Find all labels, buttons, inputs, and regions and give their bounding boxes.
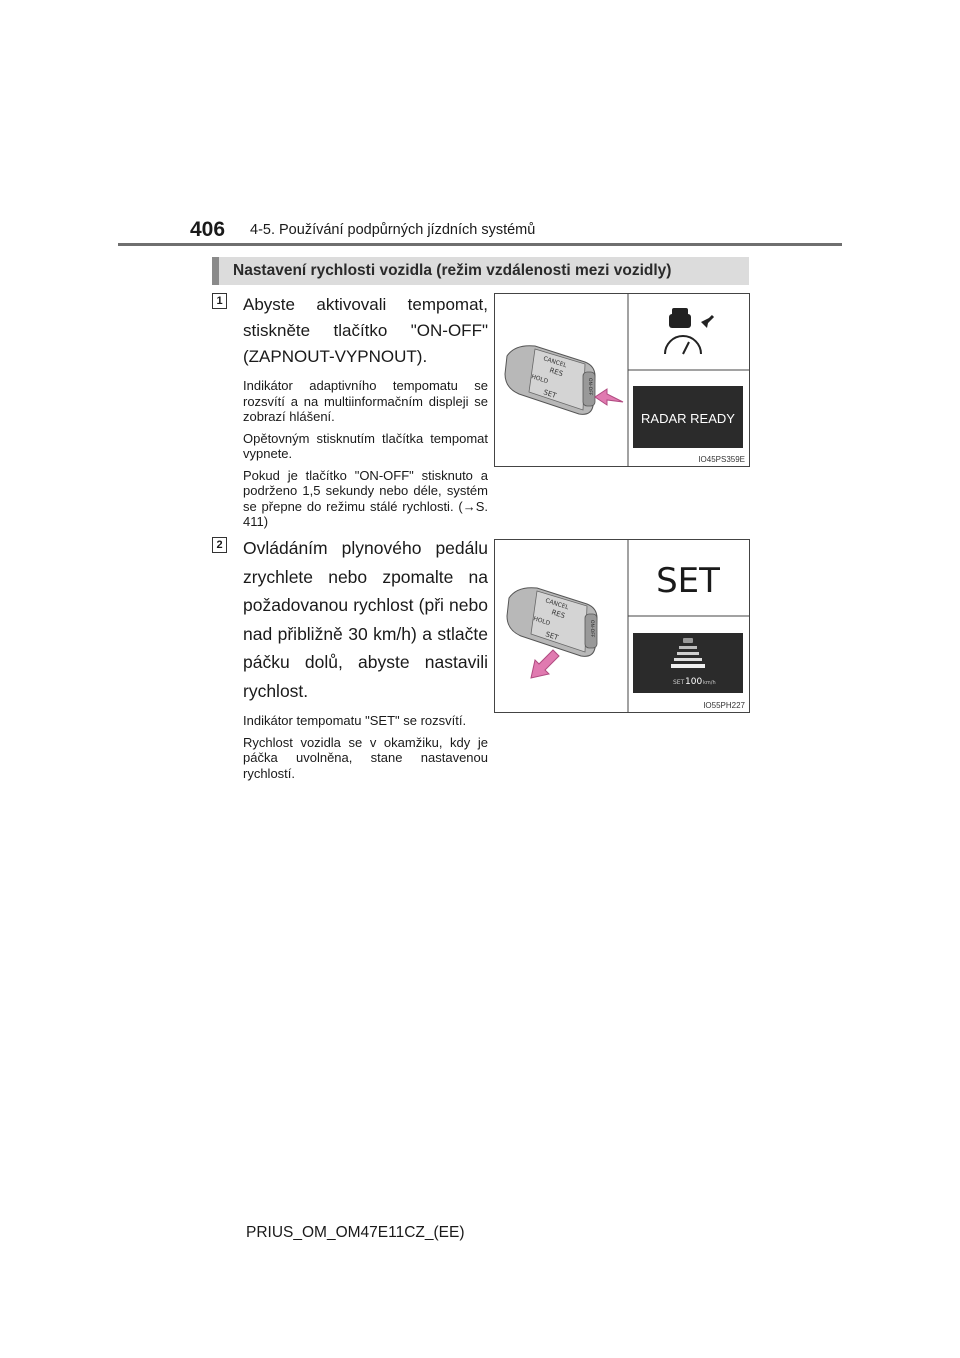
step-2-figure bbox=[494, 539, 750, 713]
lever-label-on-off: ON-OFF bbox=[587, 378, 592, 396]
set-indicator: SET bbox=[656, 561, 720, 601]
cruise-lever bbox=[507, 588, 597, 657]
step-1-note-3: Pokud je tlačítko "ON-OFF" stisknuto a podrženo 1,5 sekundy nebo déle, systém se přepne do režimu stálé rychlosti. (→S. 411) bbox=[243, 467, 488, 529]
lever-label-res: RES bbox=[548, 366, 564, 379]
page-number: 406 bbox=[190, 218, 226, 241]
lever-label-set: SET bbox=[544, 630, 560, 642]
step-1-instruction: Abyste aktivovali tempomat, stiskněte tlačítko "ON-OFF" (ZAPNOUT-VYPNOUT). bbox=[243, 295, 488, 366]
lever-label-res: RES bbox=[550, 608, 566, 621]
step-2-note-2: Rychlost vozidla se v okamžiku, kdy je páčka uvolněna, stane nastavenou rychlostí. bbox=[243, 734, 488, 781]
radar-cruise-indicator-icon bbox=[665, 308, 713, 354]
lever-on-off-illustration bbox=[495, 294, 749, 466]
section-heading: Nastavení rychlosti vozidla (režim vzdálenosti mezi vozidly) bbox=[212, 257, 749, 285]
step-2-badge: 2 bbox=[212, 537, 227, 553]
step-2-text bbox=[243, 534, 488, 787]
lever-label-on-off: ON-OFF bbox=[589, 620, 594, 638]
push-down-arrow-icon bbox=[531, 650, 559, 678]
set-speed-label: SET bbox=[673, 679, 685, 686]
step-1-text bbox=[243, 292, 488, 536]
step-1-note-2: Opětovným stisknutím tlačítka tempomat vypnete. bbox=[243, 430, 488, 461]
lever-set-illustration bbox=[495, 540, 749, 712]
lever-label-cancel: CANCEL bbox=[542, 355, 568, 370]
set-speed-value: 100 bbox=[685, 677, 703, 687]
press-arrow-icon bbox=[595, 389, 623, 405]
figure-code-1: IO45PS359E bbox=[698, 455, 745, 464]
step-2-note-1: Indikátor tempomatu "SET" se rozsvítí. bbox=[243, 713, 467, 728]
document-footer: PRIUS_OM_OM47E11CZ_(EE) bbox=[246, 1224, 465, 1241]
step-2-instruction: Ovládáním plynového pedálu zrychlete nebo zpomalte na požadovanou rychlost (při nebo nad přibližně 30 km/h) a stlačte páčku dolů, abyste nastavili rychlost. bbox=[243, 538, 488, 701]
step-1-badge: 1 bbox=[212, 293, 227, 309]
chapter-title: 4-5. Používání podpůrných jízdních systémů bbox=[250, 222, 536, 238]
step-1-figure bbox=[494, 293, 750, 467]
step-1-note-1: Indikátor adaptivního tempomatu se rozsvítí a na multiinformačním displeji se zobrazí hlášení. bbox=[243, 378, 488, 424]
lever-label-set: SET bbox=[542, 388, 558, 400]
display-message: RADAR READY bbox=[641, 411, 735, 426]
lever-label-hold: HOLD bbox=[532, 615, 551, 628]
figure-code-2: IO55PH227 bbox=[703, 701, 745, 710]
lever-label-hold: HOLD bbox=[530, 373, 549, 386]
cruise-lever bbox=[505, 346, 595, 415]
set-speed-unit: km/h bbox=[703, 680, 716, 686]
header-rule bbox=[118, 243, 842, 246]
lever-label-cancel: CANCEL bbox=[544, 597, 570, 612]
